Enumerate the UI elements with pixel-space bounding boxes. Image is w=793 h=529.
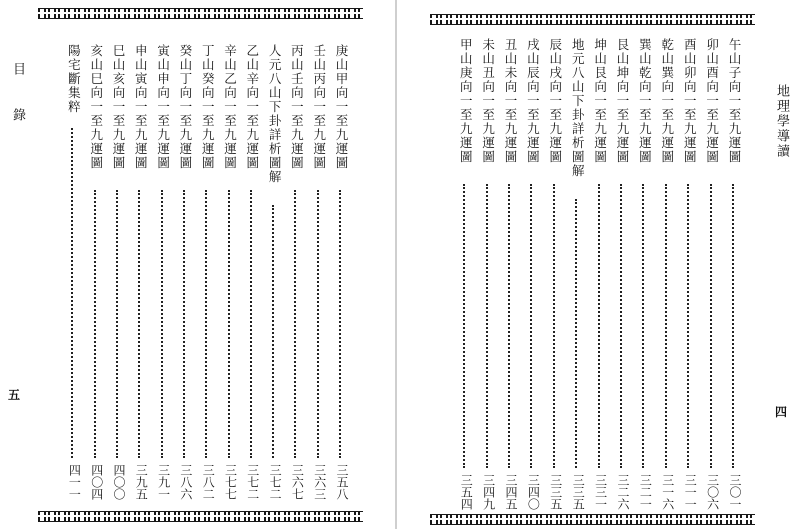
dot-leader <box>317 190 319 459</box>
toc-entry-title: 辛山乙向一至九運圖 <box>222 44 238 170</box>
dot-leader <box>710 184 712 469</box>
toc-entry-title: 庚山甲向一至九運圖 <box>334 44 349 170</box>
toc-entry-page: 三九一 <box>156 464 171 500</box>
toc-entry-page: 三七二 <box>245 464 260 500</box>
dot-leader <box>553 184 555 469</box>
toc-entry-page: 三四五 <box>504 474 518 510</box>
toc-entry[interactable] <box>679 38 697 508</box>
dot-leader <box>71 128 73 459</box>
toc-entry[interactable] <box>63 44 81 514</box>
toc-entry[interactable] <box>153 44 171 514</box>
bottom-border <box>430 514 755 525</box>
top-border <box>38 8 363 19</box>
toc-entry[interactable] <box>657 38 675 508</box>
toc-entry-page: 三八二 <box>201 464 216 500</box>
toc-entry-title: 午山子向一至九運圖 <box>727 38 742 164</box>
toc-entry[interactable] <box>86 44 104 514</box>
toc-entry-title: 未山丑向一至九運圖 <box>480 38 496 164</box>
toc-entry[interactable] <box>455 38 473 508</box>
toc-entry-page: 三三五 <box>548 474 563 510</box>
toc-entry-page: 三〇六 <box>705 474 720 510</box>
dot-leader <box>161 190 163 459</box>
toc-entry[interactable] <box>264 44 282 514</box>
book-title: 地理學導讀 <box>774 84 789 159</box>
dot-leader <box>463 184 465 469</box>
dot-leader <box>205 190 207 459</box>
top-border <box>430 14 755 25</box>
toc-entry-page: 三二六 <box>616 474 630 510</box>
dot-leader <box>339 190 341 459</box>
dot-leader <box>183 190 185 459</box>
toc-entry[interactable] <box>331 44 349 514</box>
dot-leader <box>508 184 510 469</box>
toc-entry[interactable] <box>634 38 652 508</box>
dot-leader <box>94 190 96 459</box>
toc-entry[interactable] <box>702 38 720 508</box>
toc-entry[interactable] <box>130 44 148 514</box>
toc-entry-page: 四〇〇 <box>112 464 126 500</box>
toc-entry[interactable] <box>500 38 518 508</box>
toc-entry-page: 三九五 <box>134 464 149 500</box>
toc-entry[interactable] <box>724 38 742 508</box>
dot-leader <box>598 184 600 469</box>
toc-entry-page: 三二一 <box>638 474 653 510</box>
toc-entry-title: 亥山巳向一至九運圖 <box>88 44 104 170</box>
toc-entry[interactable] <box>478 38 496 508</box>
toc-entry-title: 申山寅向一至九運圖 <box>133 44 149 170</box>
toc-entry-page: 三六七 <box>290 464 305 500</box>
toc-entry[interactable] <box>175 44 193 514</box>
dot-leader <box>665 184 667 469</box>
toc-entry-page: 三三五 <box>571 474 586 510</box>
dot-leader <box>272 205 274 458</box>
right-page <box>397 0 793 529</box>
dot-leader <box>116 190 118 459</box>
toc-entry-page: 三八六 <box>178 464 193 500</box>
toc-entry-title: 巳山亥向一至九運圖 <box>111 44 126 170</box>
toc-entry-title: 丑山未向一至九運圖 <box>503 38 518 164</box>
toc-entry-title: 艮山坤向一至九運圖 <box>615 38 630 164</box>
toc-entry-title: 酉山卯向一至九運圖 <box>682 38 698 164</box>
toc-entry-page: 三一一 <box>683 474 698 510</box>
toc-entry-page: 三五四 <box>459 474 474 510</box>
toc-entry[interactable] <box>522 38 540 508</box>
toc-entry-title: 辰山戌向一至九運圖 <box>547 38 563 164</box>
dot-leader <box>294 190 296 459</box>
toc-entry-page: 三四〇 <box>526 474 541 510</box>
dot-leader <box>486 184 488 469</box>
toc-entry[interactable] <box>612 38 630 508</box>
dot-leader <box>620 184 622 469</box>
toc-entry-page: 四〇四 <box>89 464 104 500</box>
toc-entry-page: 四一一 <box>67 464 82 500</box>
toc-entry[interactable] <box>590 38 608 508</box>
toc-entry[interactable] <box>286 44 304 514</box>
toc-entry-title: 丁山癸向一至九運圖 <box>200 44 216 170</box>
toc-entry[interactable] <box>545 38 563 508</box>
toc-entry-title: 坤山艮向一至九運圖 <box>592 38 608 164</box>
toc-entry-page: 三一六 <box>660 474 675 510</box>
toc-entry-page: 三五八 <box>335 464 349 500</box>
toc-entry-title: 戌山辰向一至九運圖 <box>525 38 541 164</box>
toc-entry[interactable] <box>220 44 238 514</box>
toc-entry[interactable] <box>197 44 215 514</box>
dot-leader <box>687 184 689 469</box>
page-folio: 五 <box>8 388 21 402</box>
toc-entry[interactable] <box>309 44 327 514</box>
toc-entry-title: 巽山乾向一至九運圖 <box>637 38 653 164</box>
toc-entry-title: 人元八山下卦詳析圖解 <box>267 44 283 184</box>
toc-entry-page: 三七七 <box>223 464 238 500</box>
toc-entry-title: 乾山巽向一至九運圖 <box>659 38 675 164</box>
dot-leader <box>530 184 532 469</box>
dot-leader <box>732 184 734 469</box>
page-folio: 四 <box>775 405 788 419</box>
dot-leader <box>250 190 252 459</box>
section-label: 目 錄 <box>10 62 25 131</box>
toc-entry-title: 壬山丙向一至九運圖 <box>311 44 327 170</box>
dot-leader <box>228 190 230 459</box>
toc-entry-page: 三〇一 <box>728 474 742 510</box>
toc-entry-page: 三七二 <box>268 464 283 500</box>
toc-entry-page: 三四九 <box>481 474 496 510</box>
toc-entry-title: 寅山申向一至九運圖 <box>155 44 171 170</box>
dot-leader <box>642 184 644 469</box>
toc-entry-title: 陽宅斷集粹 <box>66 44 82 114</box>
toc-entry[interactable] <box>108 44 126 514</box>
toc-entry-page: 三六三 <box>312 464 327 500</box>
toc-entry-title: 丙山壬向一至九運圖 <box>289 44 305 170</box>
toc-entry-title: 乙山辛向一至九運圖 <box>244 44 260 170</box>
toc-entry-title: 地元八山下卦詳析圖解 <box>570 38 586 178</box>
toc-entry-page: 三三一 <box>593 474 608 510</box>
toc-entry[interactable] <box>567 38 585 508</box>
toc-entry-title: 卯山酉向一至九運圖 <box>704 38 720 164</box>
toc-entry-title: 癸山丁向一至九運圖 <box>177 44 193 170</box>
toc-entry-title: 甲山庚向一至九運圖 <box>458 38 474 164</box>
left-page <box>0 0 396 529</box>
dot-leader <box>138 190 140 459</box>
toc-entry[interactable] <box>242 44 260 514</box>
dot-leader <box>575 199 577 468</box>
